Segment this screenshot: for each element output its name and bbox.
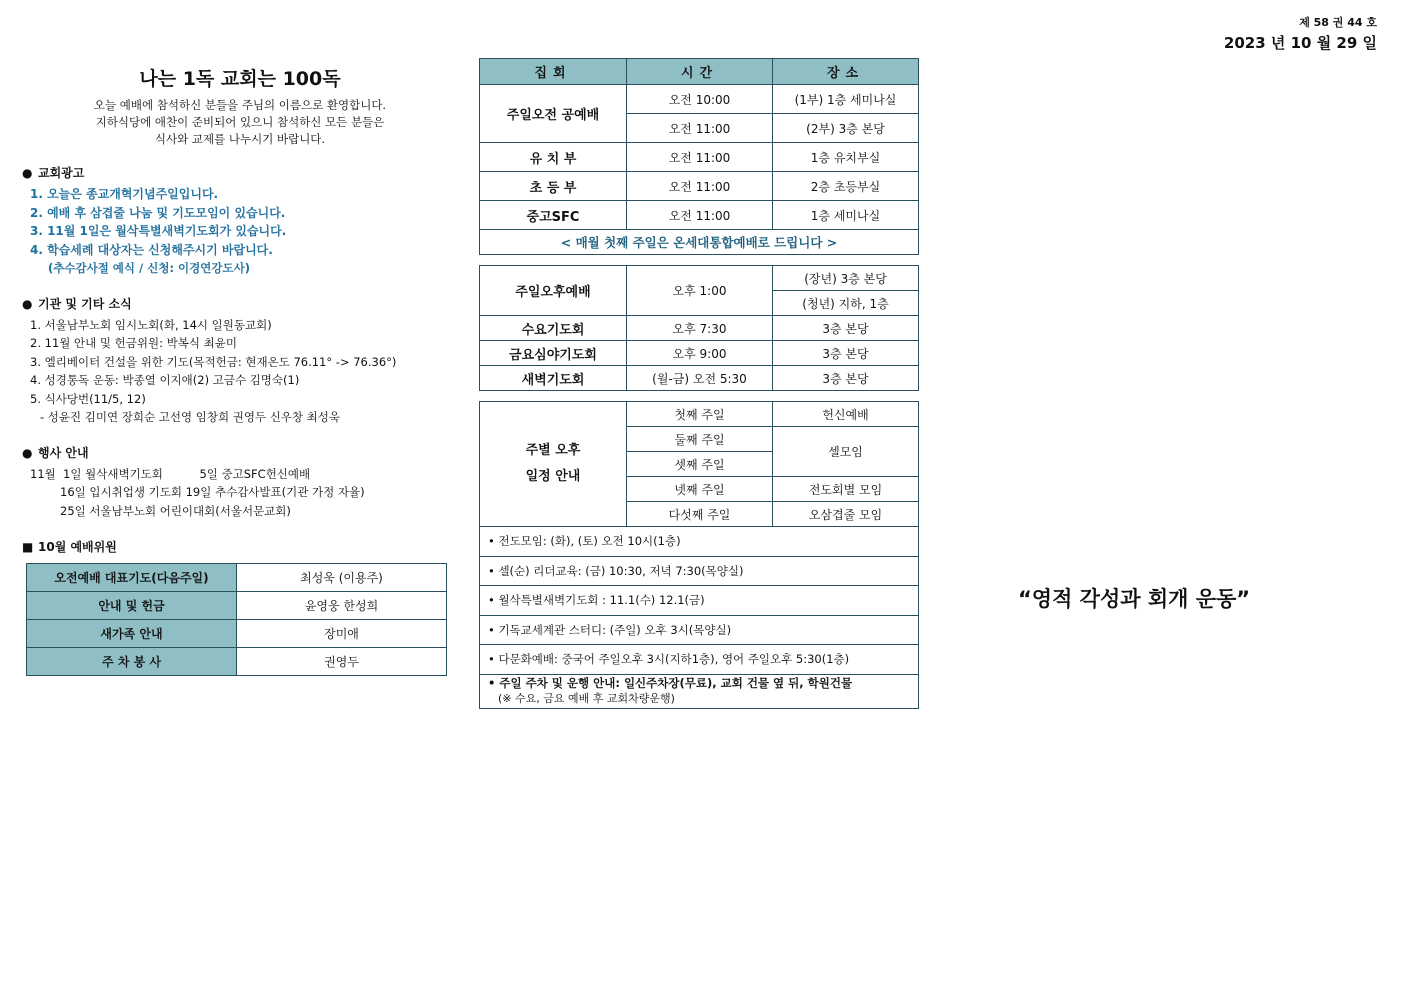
table-row: 중고SFC 오전 11:00 1층 세미나실 bbox=[480, 201, 919, 230]
table-row: • 전도모임: (화), (토) 오전 10시(1층) bbox=[480, 527, 919, 557]
table-row: 오전 11:00 (2부) 3층 본당 bbox=[480, 114, 919, 143]
table-row: 금요심야기도회 오후 9:00 3층 본당 bbox=[480, 341, 919, 366]
list-item: 4. 학습세례 대상자는 신청해주시기 바랍니다. bbox=[30, 242, 273, 257]
table-row: • 월삭특별새벽기도회 : 11.1(수) 12.1(금) bbox=[480, 586, 919, 616]
list-item: 2. 11월 안내 및 헌금위원: 박복식 최윤미 bbox=[30, 336, 237, 350]
afternoon-schedule-table bbox=[479, 265, 919, 391]
news-heading: ● 기관 및 기타 소식 bbox=[22, 296, 132, 311]
list-item: 1. 서울남부노회 임시노회(화, 14시 일원동교회) bbox=[30, 317, 272, 332]
events-list bbox=[30, 465, 448, 521]
table-row bbox=[480, 674, 919, 708]
issue-date: 2023 년 10 월 29 일 bbox=[1223, 34, 1377, 52]
list-item: 16일 입시취업생 기도회 19일 추수감사발표(기관 가정 자율) bbox=[60, 485, 365, 499]
table-row: 주별 오후 일정 안내 첫째 주일 헌신예배 bbox=[480, 402, 919, 427]
schedule-column bbox=[479, 58, 919, 709]
table-row: 새가족 안내 장미애 bbox=[27, 620, 447, 648]
slogan: “영적 각성과 회개 운동” bbox=[1018, 587, 1251, 611]
list-item: (추수감사절 예식 / 신청: 이경연강도사) bbox=[48, 261, 250, 275]
ads-heading: ● 교회광고 bbox=[22, 166, 85, 180]
table-header: 집회 시간 장소 bbox=[480, 59, 919, 85]
servants-table bbox=[26, 563, 447, 676]
events-heading: ● 행사 안내 bbox=[22, 445, 89, 460]
servants-heading: ■ 10월 예배위원 bbox=[22, 540, 117, 554]
schedule-note: < 매월 첫째 주일은 온세대통합예배로 드립니다 > bbox=[480, 230, 919, 255]
page-title: 나는 1독 교회는 100독 bbox=[139, 68, 341, 90]
table-row: 오전예배 대표기도(다음주일) 최성욱 (이용주) bbox=[27, 564, 447, 592]
table-row bbox=[480, 230, 919, 255]
table-row: 주 차 봉 사 권영두 bbox=[27, 648, 447, 676]
issue-volume: 제 58 권 44 호 bbox=[1299, 16, 1377, 29]
list-item: 1. 오늘은 종교개혁기념주일입니다. bbox=[30, 187, 219, 201]
left-column bbox=[22, 64, 448, 676]
worship-schedule-table bbox=[479, 58, 919, 255]
table-row: 넷째 주일 전도회별 모임 bbox=[480, 477, 919, 502]
list-item: 4. 성경통독 운동: 박종열 이지애(2) 고금수 김명숙(1) bbox=[30, 373, 300, 387]
list-item: 3. 11월 1일은 월삭특별새벽기도회가 있습니다. bbox=[30, 224, 287, 238]
table-row: 초 등 부 오전 11:00 2층 초등부실 bbox=[480, 172, 919, 201]
table-row: 셋째 주일 bbox=[480, 452, 919, 477]
weekly-schedule-table bbox=[479, 401, 919, 709]
table-row: • 셀(순) 리더교육: (금) 10:30, 저녁 7:30(목양실) bbox=[480, 556, 919, 586]
table-row: 새벽기도회 (월-금) 오전 5:30 3층 본당 bbox=[480, 366, 919, 391]
list-item: 11월 1일 월삭새벽기도회 5일 중고SFC헌신예배 bbox=[30, 466, 311, 481]
issue-info bbox=[1224, 14, 1377, 53]
list-item: 25일 서울남부노회 어린이대회(서울서문교회) bbox=[60, 503, 291, 518]
table-row: (청년) 지하, 1층 bbox=[480, 291, 919, 316]
parking-info: • 주일 주차 및 운행 안내: 일신주차장(무료), 교회 건물 옆 뒤, 학원건물 (※ 수요, 금요 예배 후 교회차량운행) bbox=[480, 674, 919, 708]
table-row: 수요기도회 오후 7:30 3층 본당 bbox=[480, 316, 919, 341]
list-item: 5. 식사당번(11/5, 12) bbox=[30, 391, 146, 406]
list-item: - 성윤진 김미연 장희순 고선영 임창희 권영두 신우창 최성욱 bbox=[40, 410, 341, 424]
table-row: 다섯째 주일 오삼겹줄 모임 bbox=[480, 502, 919, 527]
ads-list bbox=[30, 185, 448, 278]
news-list bbox=[30, 316, 448, 427]
list-item: 3. 엘리베이터 건설을 위한 기도(목적헌금: 현재온도 76.11° -> 76.36°) bbox=[30, 354, 397, 369]
table-row: 주일오후예배 오후 1:00 (장년) 3층 본당 bbox=[480, 266, 919, 291]
welcome-message: 오늘 예배에 참석하신 분들을 주님의 이름으로 환영합니다. 지하식당에 애찬이 준비되어 있으니 참석하신 모든 분들은 식사와 교제를 나누시기 바랍니다. bbox=[93, 98, 387, 146]
table-row: 주일오전 공예배 오전 10:00 (1부) 1층 세미나실 bbox=[480, 85, 919, 114]
list-item: 2. 예배 후 삼겹줄 나눔 및 기도모임이 있습니다. bbox=[30, 205, 286, 220]
table-row: 둘째 주일 셀모임 bbox=[480, 427, 919, 452]
table-row: 유 치 부 오전 11:00 1층 유치부실 bbox=[480, 143, 919, 172]
table-row: • 기독교세계관 스터디: (주일) 오후 3시(목양실) bbox=[480, 615, 919, 645]
table-row: • 다문화예배: 중국어 주일오후 3시(지하1층), 영어 주일오후 5:30(1층) bbox=[480, 645, 919, 675]
table-row: 안내 및 헌금 윤영웅 한성희 bbox=[27, 592, 447, 620]
